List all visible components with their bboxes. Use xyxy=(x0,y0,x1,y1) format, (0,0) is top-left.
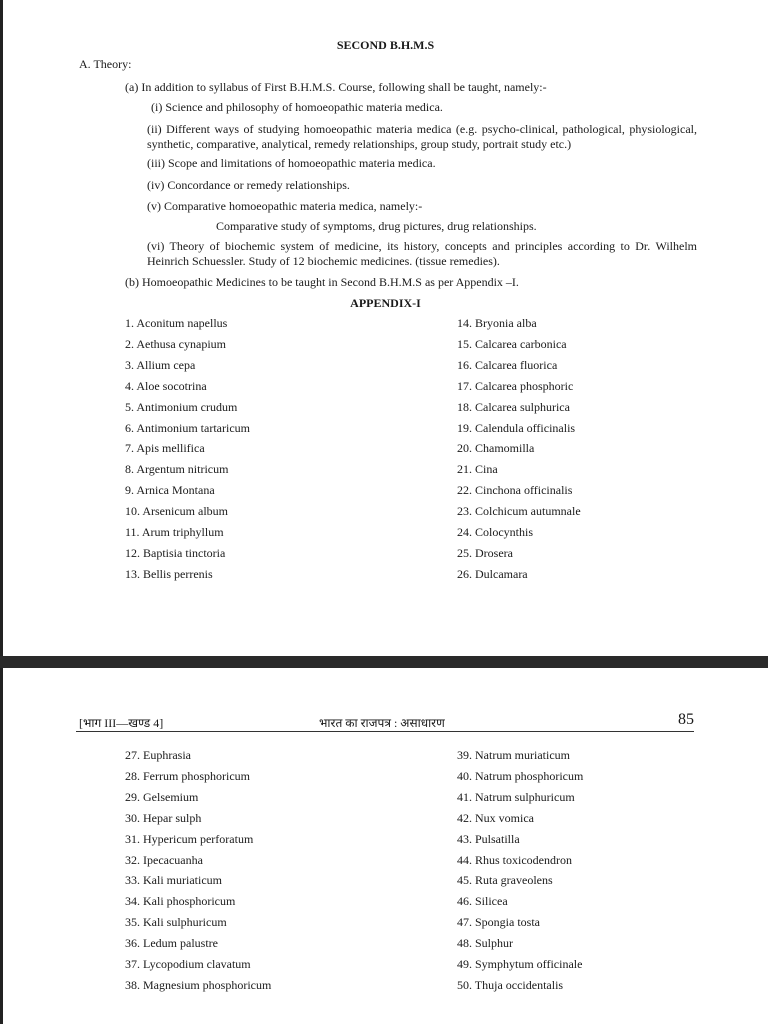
page-separator xyxy=(0,656,768,668)
medicine-list-item: 41. Natrum sulphuricum xyxy=(457,789,575,804)
medicine-list-item: 45. Ruta graveolens xyxy=(457,873,553,888)
medicine-list-item: 40. Natrum phosphoricum xyxy=(457,768,584,783)
medicine-list-item: 5. Antimonium crudum xyxy=(125,399,238,414)
medicine-list-item: 18. Calcarea sulphurica xyxy=(457,399,570,414)
section-heading: A. Theory: xyxy=(79,57,132,71)
medicine-list-item: 31. Hypericum perforatum xyxy=(125,831,254,846)
medicine-list-item: 34. Kali phosphoricum xyxy=(125,894,236,909)
medicine-list-item: 8. Argentum nitricum xyxy=(125,462,229,477)
medicine-list-item: 1. Aconitum napellus xyxy=(125,316,228,330)
medicine-list-item: 43. Pulsatilla xyxy=(457,831,520,846)
medicine-list-item: 38. Magnesium phosphoricum xyxy=(125,977,272,992)
medicine-list-item: 24. Colocynthis xyxy=(457,525,534,539)
medicine-list-item: 16. Calcarea fluorica xyxy=(457,357,558,372)
theory-item: (i) Science and philosophy of homoeopathic materia medica. xyxy=(151,100,443,114)
page-title: SECOND B.H.M.S xyxy=(336,38,435,52)
medicine-list-item: 9. Arnica Montana xyxy=(125,483,215,498)
medicine-list-item: 44. Rhus toxicodendron xyxy=(457,852,572,867)
medicine-list-item: 49. Symphytum officinale xyxy=(457,957,583,971)
medicine-list-item: 19. Calendula officinalis xyxy=(457,420,576,435)
medicine-list-item: 6. Antimonium tartaricum xyxy=(125,420,250,435)
theory-item: (v) Comparative homoeopathic materia medica, namely:- xyxy=(147,199,423,213)
medicine-list-item: 28. Ferrum phosphoricum xyxy=(125,768,250,783)
theory-item: (ii) Different ways of studying homoeopathic materia medica (e.g. psycho-clinical, pathological, physiological, synthetic, comparative, analytical, remedy relationships, group study, portrait study etc.) xyxy=(147,122,697,151)
medicine-list-item: 11. Arum triphyllum xyxy=(125,525,224,539)
medicine-list-item: 35. Kali sulphuricum xyxy=(125,915,227,930)
theory-item: (iv) Concordance or remedy relationships. xyxy=(147,178,350,192)
theory-item: (iii) Scope and limitations of homoeopathic materia medica. xyxy=(147,156,436,170)
medicine-list-item: 12. Baptisia tinctoria xyxy=(125,545,226,560)
medicine-list-item: 30. Hepar sulph xyxy=(125,810,202,825)
medicine-list-item: 42. Nux vomica xyxy=(457,810,534,825)
medicine-list-item: 15. Calcarea carbonica xyxy=(457,336,567,351)
medicine-list-item: 21. Cina xyxy=(457,462,498,477)
medicine-list-item: 14. Bryonia alba xyxy=(457,316,537,330)
medicine-list-item: 47. Spongia tosta xyxy=(457,915,540,930)
medicine-list-item: 46. Silicea xyxy=(457,894,508,909)
medicine-list-item: 23. Colchicum autumnale xyxy=(457,504,581,519)
medicine-list-item: 20. Chamomilla xyxy=(457,441,535,456)
medicine-list-item: 50. Thuja occidentalis xyxy=(457,977,564,992)
medicine-list-item: 27. Euphrasia xyxy=(125,748,191,762)
medicine-list-item: 36. Ledum palustre xyxy=(125,936,218,951)
medicine-list-item: 3. Allium cepa xyxy=(125,357,196,372)
medicine-list-item: 29. Gelsemium xyxy=(125,789,199,804)
medicine-list-item: 2. Aethusa cynapium xyxy=(125,336,226,351)
header-rule xyxy=(76,731,694,732)
appendix-title: APPENDIX-I xyxy=(350,296,421,310)
medicine-list-item: 7. Apis mellifica xyxy=(125,441,205,456)
medicine-list-item: 22. Cinchona officinalis xyxy=(457,483,573,498)
medicine-list-item: 4. Aloe socotrina xyxy=(125,378,207,393)
document-page-2 xyxy=(0,668,768,1024)
medicine-list-item: 26. Dulcamara xyxy=(457,566,528,581)
medicine-list-item: 48. Sulphur xyxy=(457,936,514,951)
medicine-list-item: 39. Natrum muriaticum xyxy=(457,748,570,762)
running-header-left: [भाग III—खण्ड 4] xyxy=(79,716,164,730)
medicine-list-item: 33. Kali muriaticum xyxy=(125,873,222,888)
medicine-list-item: 25. Drosera xyxy=(457,545,513,560)
running-header-center: भारत का राजपत्र : असाधारण xyxy=(319,716,445,730)
medicine-list-item: 13. Bellis perrenis xyxy=(125,566,213,581)
medicine-list-item: 17. Calcarea phosphoric xyxy=(457,378,574,393)
paragraph-a: (a) In addition to syllabus of First B.H.M.S. Course, following shall be taught, namely:- xyxy=(125,80,547,94)
theory-item: (vi) Theory of biochemic system of medicine, its history, concepts and principles according to Dr. Wilhelm Heinrich Schuessler. Study of 12 biochemic medicines. (tissue remedies). xyxy=(147,239,697,268)
theory-subitem: Comparative study of symptoms, drug pictures, drug relationships. xyxy=(216,219,537,233)
paragraph-b: (b) Homoeopathic Medicines to be taught in Second B.H.M.S as per Appendix –I. xyxy=(125,275,519,289)
medicine-list-item: 37. Lycopodium clavatum xyxy=(125,957,251,971)
medicine-list-item: 10. Arsenicum album xyxy=(125,504,228,519)
page-number: 85 xyxy=(678,711,694,728)
medicine-list-item: 32. Ipecacuanha xyxy=(125,852,203,867)
